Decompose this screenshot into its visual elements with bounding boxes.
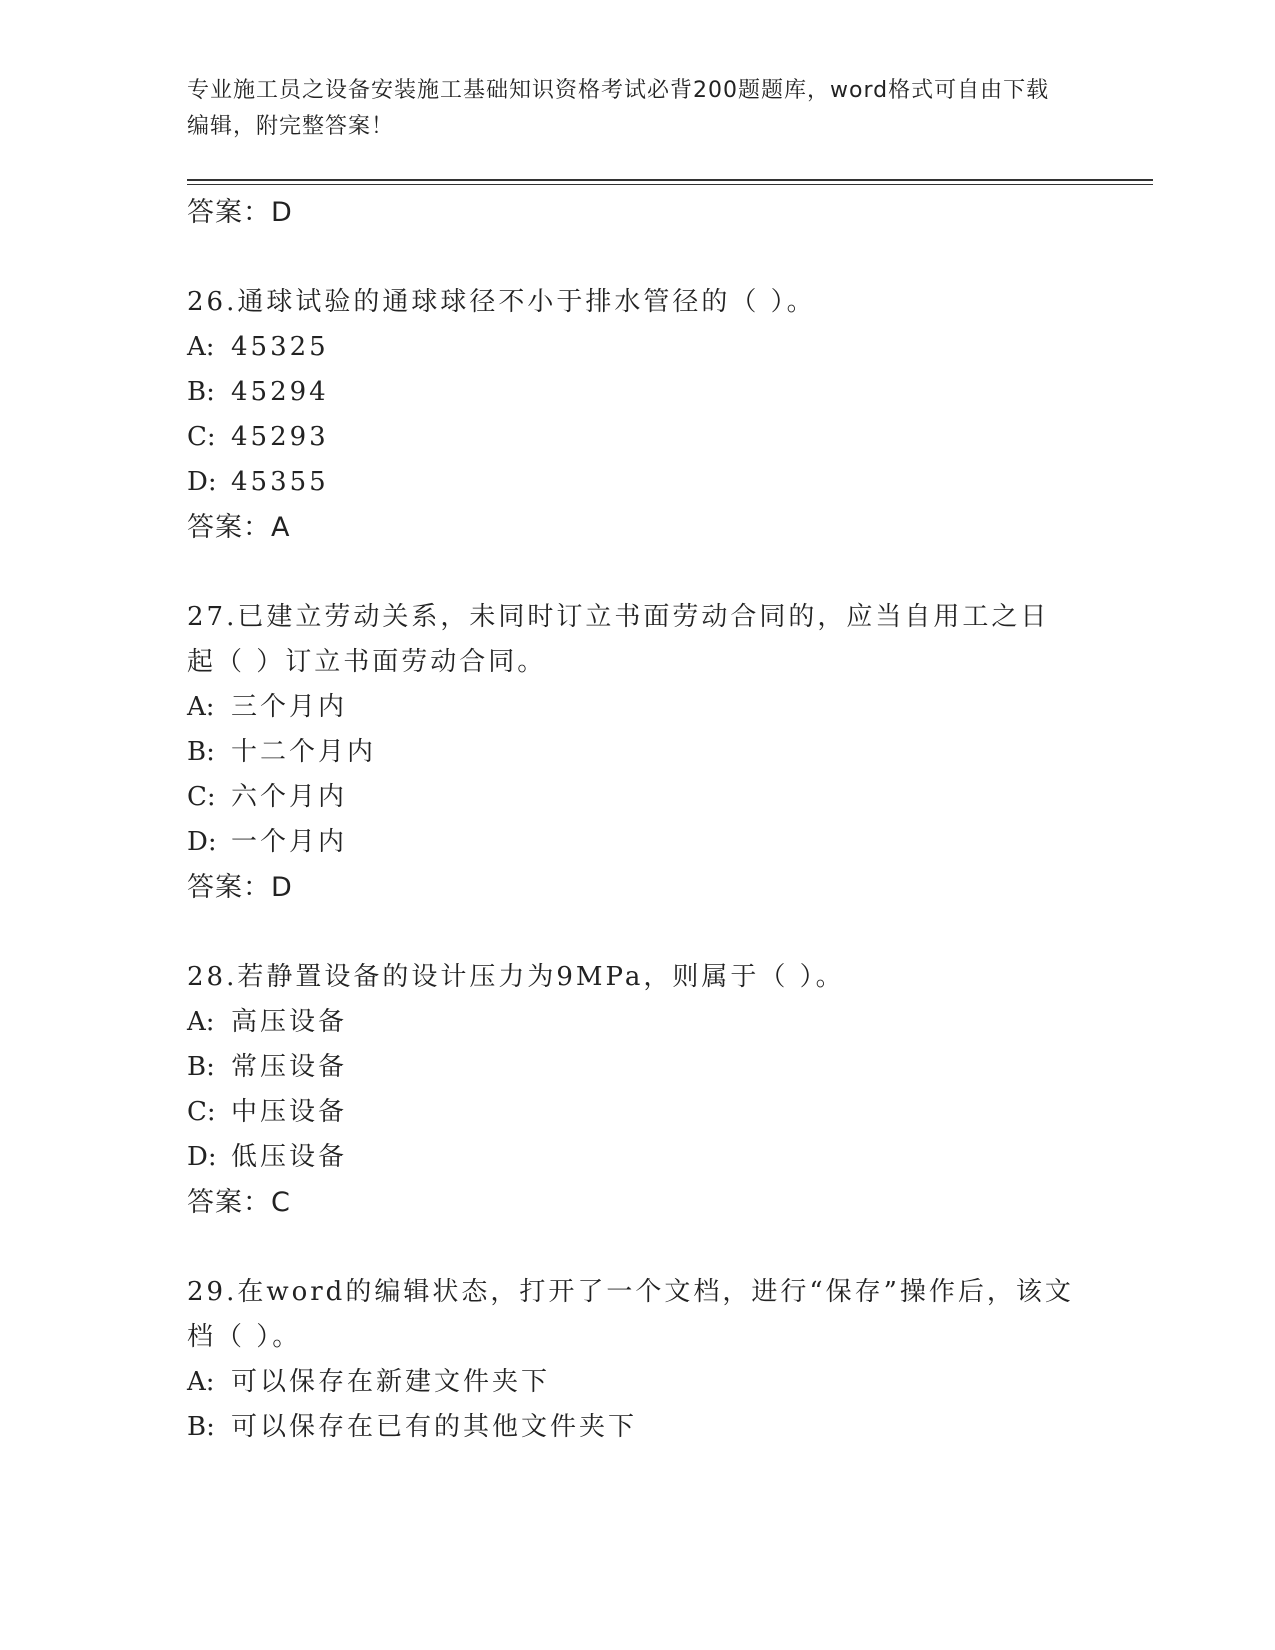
option-letter: A: [187,692,215,722]
option-a [187,1360,1107,1405]
option-a [187,325,1107,370]
option-text: 45294 [231,377,329,407]
option-b [187,1045,1107,1090]
option-letter: B: [187,1412,215,1442]
question-text: 26.通球试验的通球球径不小于排水管径的（ ）。 [187,287,816,317]
question-block [187,955,1107,1226]
option-text: 45355 [231,467,329,497]
option-c [187,1090,1107,1135]
header-divider-thick [187,179,1153,181]
option-text: 十二个月内 [231,737,377,767]
spacer [187,551,1107,595]
option-letter: A: [187,332,215,362]
answer-line: 答案：C [187,1187,291,1218]
option-d [187,1135,1107,1180]
option-letter: D: [187,1142,217,1172]
option-text: 可以保存在已有的其他文件夹下 [231,1412,638,1442]
option-letter: D: [187,467,217,497]
document-header: 专业施工员之设备安装施工基础知识资格考试必背200题题库，word格式可自由下载编辑，附完整答案！ [187,78,1050,139]
spacer [187,236,1107,280]
option-c [187,775,1107,820]
spacer [187,1226,1107,1270]
option-b [187,1405,1107,1450]
option-text: 低压设备 [231,1142,348,1172]
option-a [187,685,1107,730]
option-text: 中压设备 [231,1097,348,1127]
option-text: 可以保存在新建文件夹下 [231,1367,551,1397]
option-a [187,1000,1107,1045]
option-text: 常压设备 [231,1052,348,1082]
option-letter: C: [187,782,216,812]
option-letter: B: [187,737,215,767]
answer-line: 答案：D [187,872,293,903]
question-block [187,595,1107,911]
option-b [187,730,1107,775]
question-text: 28.若静置设备的设计压力为9MPa，则属于（ ）。 [187,962,845,992]
question-block [187,280,1107,551]
answer-line: 答案：D [187,197,293,228]
question-list [187,190,1107,1450]
option-letter: D: [187,827,217,857]
option-letter: C: [187,422,216,452]
question-text: 29.在word的编辑状态，打开了一个文档，进行“保存”操作后，该文档（ ）。 [187,1277,1074,1352]
question-text: 27.已建立劳动关系，未同时订立书面劳动合同的，应当自用工之日起（ ）订立书面劳动合同。 [187,602,1050,677]
option-letter: A: [187,1367,215,1397]
answer-line: 答案：A [187,512,291,543]
header-divider-thin [187,184,1153,185]
option-text: 高压设备 [231,1007,348,1037]
question-block [187,1270,1107,1450]
option-d [187,460,1107,505]
spacer [187,911,1107,955]
option-letter: B: [187,1052,215,1082]
option-text: 一个月内 [231,827,348,857]
option-text: 45293 [231,422,329,452]
option-letter: C: [187,1097,216,1127]
option-c [187,415,1107,460]
option-letter: A: [187,1007,215,1037]
option-text: 六个月内 [231,782,348,812]
option-d [187,820,1107,865]
option-letter: B: [187,377,215,407]
option-text: 三个月内 [231,692,348,722]
option-b [187,370,1107,415]
option-text: 45325 [231,332,329,362]
